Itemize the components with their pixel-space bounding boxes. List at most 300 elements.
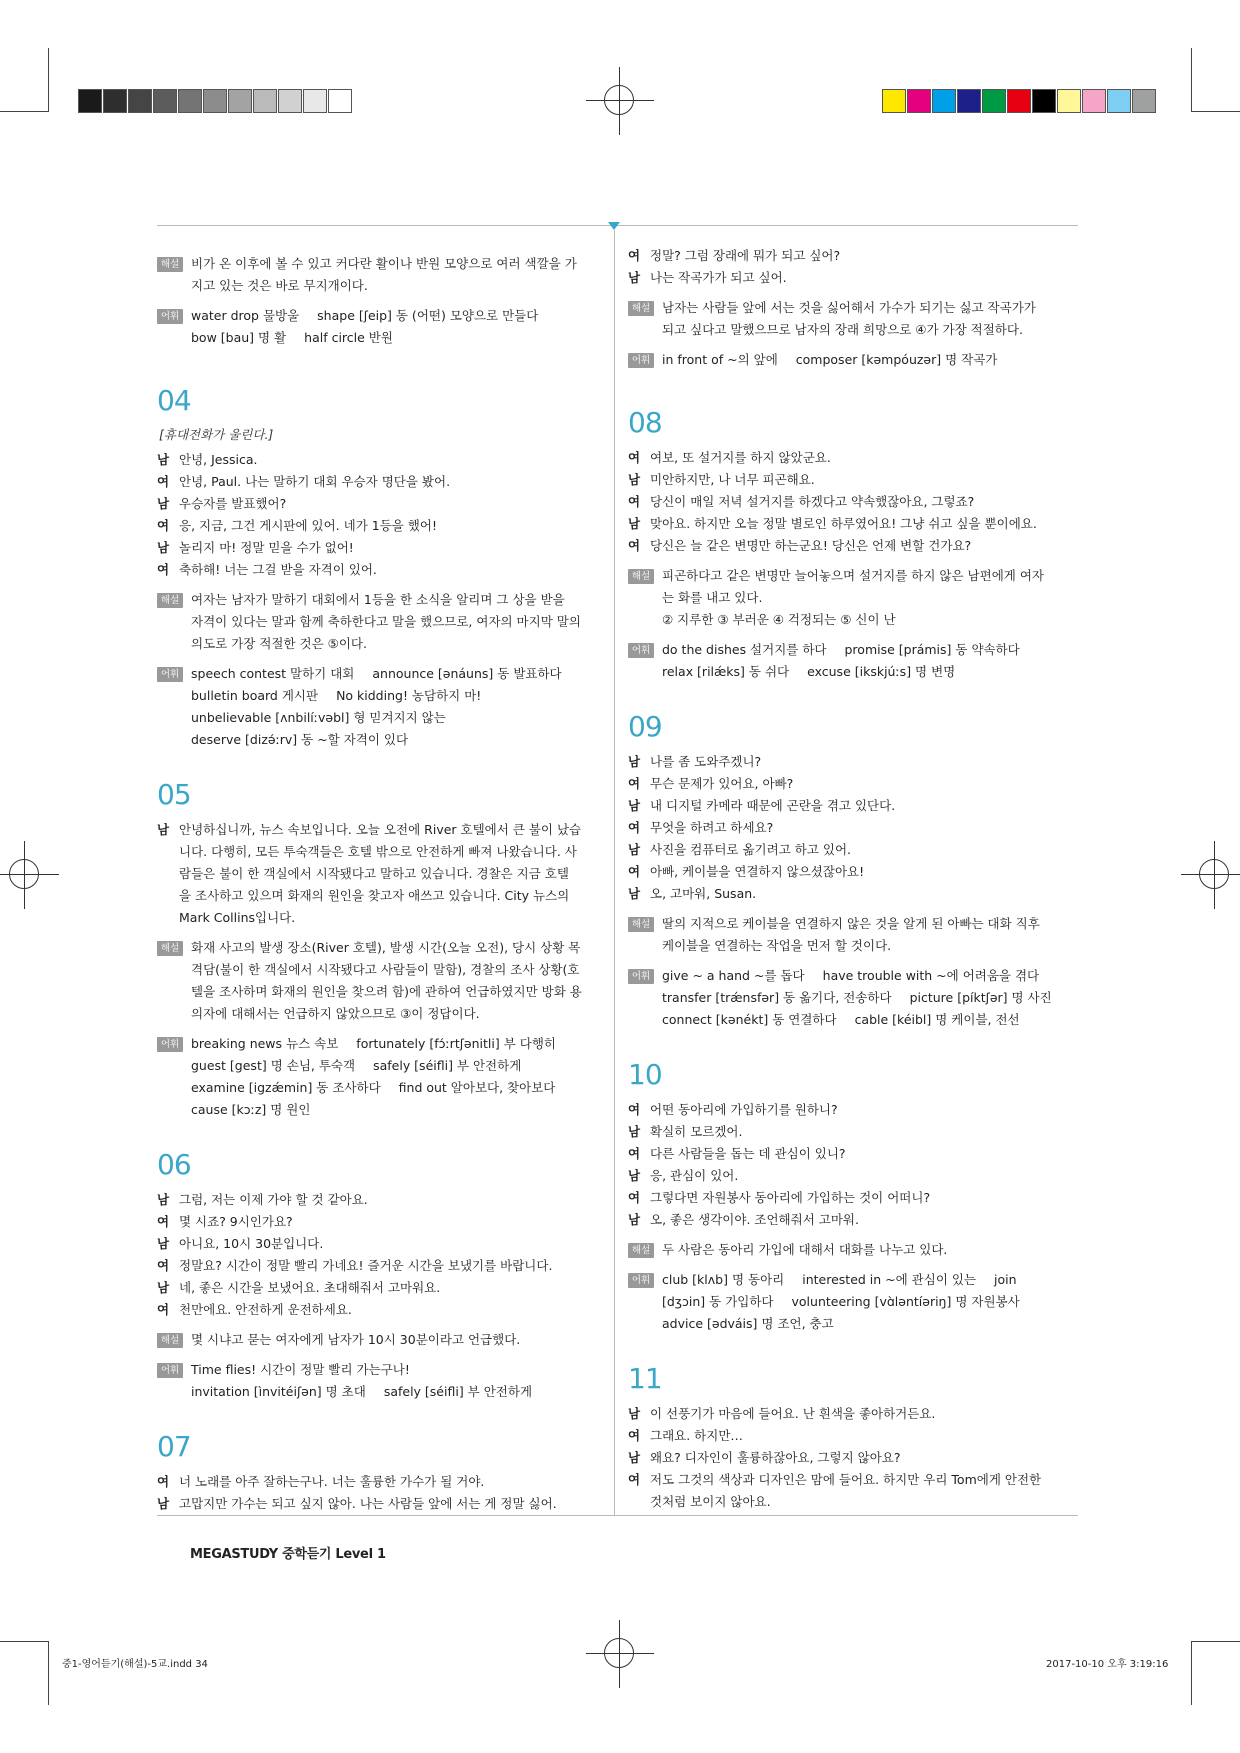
speaker-label: 여 (628, 538, 641, 553)
dialogue-line (157, 819, 600, 841)
vocabulary-item: advice [ədváis] 명 조언, 충고 (662, 1316, 834, 1331)
speaker-label: 남 (628, 270, 641, 285)
dialogue-line (628, 1209, 1076, 1231)
vocabulary-row (191, 729, 600, 751)
vocabulary-list (191, 663, 600, 751)
explanation-block (157, 253, 600, 297)
dialogue-line (628, 1403, 1076, 1425)
question-section (157, 1148, 600, 1403)
explanation-line: 는 화를 내고 있다. (662, 590, 763, 605)
dialogue-text: 그래요. 하지만… (650, 1428, 743, 1443)
vocabulary-block (157, 1033, 600, 1121)
registration-mark (1193, 853, 1237, 897)
speaker-label: 남 (628, 516, 641, 531)
explanation-text (191, 589, 600, 655)
vocabulary-item: safely [séifli] 부 안전하게 (383, 1384, 533, 1399)
explanation-line: 두 사람은 동아리 가입에 대해서 대화를 나누고 있다. (662, 1242, 948, 1257)
explanation-text (662, 913, 1076, 957)
dialogue-text: 오, 고마워, Susan. (650, 886, 757, 901)
vocabulary-item: unbelievable [ʌnbilíːvəbl] 형 믿겨지지 않는 (191, 710, 446, 725)
vocabulary-row (662, 1291, 1076, 1313)
vocabulary-row (191, 1381, 600, 1403)
vocabulary-item: promise [prámis] 동 약속하다 (844, 642, 1020, 657)
dialogue-text: 그렇다면 자원봉사 동아리에 가입하는 것이 어떠니? (650, 1190, 931, 1205)
vocabulary-block (157, 663, 600, 751)
vocabulary-list (662, 349, 1076, 371)
explanation-line: 화재 사고의 발생 장소(River 호텔), 발생 시간(오늘 오전), 당시 상황 목 (191, 940, 581, 955)
question-section (628, 710, 1076, 1031)
explanation-line: 자격이 있다는 말과 함께 축하한다고 말을 했으므로, 여자의 마지막 말의 (191, 614, 581, 629)
dialogue-line (628, 1447, 1076, 1469)
speaker-label: 여 (628, 1102, 641, 1117)
speaker-label: 여 (628, 820, 641, 835)
dialogue-line (628, 447, 1076, 469)
vocabulary-item: excuse [ikskjúːs] 명 변명 (807, 664, 956, 679)
dialogue-text: 확실히 모르겠어. (650, 1124, 743, 1139)
crop-mark (1192, 111, 1240, 112)
color-swatch (932, 89, 956, 113)
speaker-label: 여 (628, 776, 641, 791)
vocabulary-row (191, 1033, 600, 1055)
speaker-label: 남 (157, 1236, 170, 1251)
dialogue-line (157, 515, 600, 537)
vocabulary-row (662, 349, 1076, 371)
vocabulary-item: give ~ a hand ~를 돕다 (662, 968, 805, 983)
print-timestamp: 2017-10-10 오후 3:19:16 (1046, 1659, 1169, 1670)
explanation-text (191, 253, 600, 297)
dialogue-text: 정말요? 시간이 정말 빨리 가네요! 즐거운 시간을 보냈기를 바랍니다. (179, 1258, 553, 1273)
dialogue-text: 아빠, 케이블을 연결하지 않으셨잖아요! (650, 864, 865, 879)
speaker-label: 여 (628, 1428, 641, 1443)
vocabulary-list (662, 639, 1076, 683)
vocabulary-list (191, 1033, 600, 1121)
explanation-text (191, 1329, 600, 1351)
dialogue-line (628, 1099, 1076, 1121)
speaker-label: 남 (628, 1168, 641, 1183)
dialogue-text: 정말? 그럼 장래에 뭐가 되고 싶어? (650, 248, 841, 263)
speaker-label: 여 (628, 494, 641, 509)
speaker-label: 여 (157, 1214, 170, 1229)
vocabulary-item: picture [píktʃər] 명 사진 (909, 990, 1052, 1005)
explanation-line: 비가 온 이후에 볼 수 있고 커다란 활이나 반원 모양으로 여러 색깔을 가 (191, 256, 577, 271)
vocabulary-row (662, 639, 1076, 661)
speaker-label: 남 (628, 754, 641, 769)
color-swatch (1007, 89, 1031, 113)
dialogue-line (628, 795, 1076, 817)
explanation-line: 남자는 사람들 앞에 서는 것을 싫어해서 가수가 되기는 싫고 작곡가가 (662, 300, 1036, 315)
speaker-label: 여 (628, 1472, 641, 1487)
dialogue-text: 당신이 매일 저녁 설거지를 하겠다고 약속했잖아요, 그렇죠? (650, 494, 975, 509)
vocabulary-item: bulletin board 게시판 (191, 688, 319, 703)
question-number: 09 (628, 710, 662, 743)
vocabulary-item: announce [ənáuns] 동 발표하다 (372, 666, 562, 681)
dialogue-line (628, 839, 1076, 861)
dialogue-text: 람들은 불이 한 객실에서 시작됐다고 말하고 있습니다. 경찰은 지금 호텔 (179, 866, 569, 881)
vocabulary-block (628, 1269, 1076, 1335)
dialogue-text: 저도 그것의 색상과 디자인은 맘에 들어요. 하지만 우리 Tom에게 안전한 (650, 1472, 1042, 1487)
vocabulary-list (662, 965, 1076, 1031)
color-swatch (278, 89, 302, 113)
explanation-badge: 해설 (157, 257, 183, 272)
vocabulary-block (628, 639, 1076, 683)
dialogue-line (157, 1255, 600, 1277)
vocabulary-item: in front of ~의 앞에 (662, 352, 778, 367)
vocabulary-block (628, 349, 1076, 371)
speaker-label: 남 (628, 798, 641, 813)
dialogue-line (628, 491, 1076, 513)
dialogue-text: 내 디지털 카메라 때문에 곤란을 겪고 있단다. (650, 798, 896, 813)
speaker-label: 남 (157, 1496, 170, 1511)
dialogue-line (157, 907, 600, 929)
color-swatch (328, 89, 352, 113)
vocabulary-list (191, 305, 600, 349)
color-swatch (907, 89, 931, 113)
dialogue-line (157, 1471, 600, 1493)
speaker-label: 여 (628, 1146, 641, 1161)
explanation-line: 격담(불이 한 객실에서 시작됐다고 사람들이 말함), 경찰의 조사 상황(호 (191, 962, 580, 977)
right-column (628, 245, 1076, 1543)
file-slug: 중1-영어듣기(해설)-5교.indd 34 (62, 1659, 208, 1670)
dialogue-text: 미안하지만, 나 너무 피곤해요. (650, 472, 815, 487)
color-swatch (1082, 89, 1106, 113)
vocabulary-row (191, 663, 600, 685)
dialogue-text: 맞아요. 하지만 오늘 정말 별로인 하루였어요! 그냥 쉬고 싶을 뿐이에요. (650, 516, 1037, 531)
speaker-label: 여 (157, 1302, 170, 1317)
dialogue-line (628, 1491, 1076, 1513)
explanation-text (662, 297, 1076, 341)
dialogue-text: 응, 관심이 있어. (650, 1168, 739, 1183)
dialogue-text: 고맙지만 가수는 되고 싶지 않아. 나는 사람들 앞에 서는 게 정말 싫어. (179, 1496, 557, 1511)
vocabulary-row (191, 1077, 600, 1099)
dialogue-line (157, 1189, 600, 1211)
explanation-line: 딸의 지적으로 케이블을 연결하지 않은 것을 알게 된 아빠는 대화 직후 (662, 916, 1040, 931)
vocabulary-item: water drop 물방울 (191, 308, 300, 323)
crop-mark (48, 48, 49, 112)
dialogue-text: 어떤 동아리에 가입하기를 원하니? (650, 1102, 838, 1117)
dialogue-text: 이 선풍기가 마음에 들어요. 난 흰색을 좋아하거든요. (650, 1406, 936, 1421)
vocabulary-list (662, 1269, 1076, 1335)
vocabulary-badge: 어휘 (157, 1037, 183, 1052)
crop-mark (1191, 48, 1192, 112)
speaker-label: 남 (157, 496, 170, 511)
color-swatch (153, 89, 177, 113)
dialogue-text: 응, 지금, 그건 게시판에 있어. 네가 1등을 했어! (179, 518, 437, 533)
crop-mark (48, 1641, 49, 1705)
dialogue-text: Mark Collins입니다. (179, 910, 296, 925)
vocabulary-row (662, 1009, 1076, 1031)
explanation-badge: 해설 (628, 301, 654, 316)
vocabulary-item: connect [kənékt] 동 연결하다 (662, 1012, 837, 1027)
speaker-label: 남 (628, 842, 641, 857)
dialogue-line (157, 537, 600, 559)
stage-direction: [휴대전화가 울린다.] (159, 427, 274, 442)
vocabulary-item: No kidding! 농담하지 마! (336, 688, 482, 703)
dialogue-line (628, 1469, 1076, 1491)
vocabulary-item: shape [ʃeip] 동 (어떤) 모양으로 만들다 (317, 308, 539, 323)
explanation-line: 몇 시냐고 묻는 여자에게 남자가 10시 30분이라고 언급했다. (191, 1332, 521, 1347)
dialogue-text: 것처럼 보이지 않아요. (650, 1494, 771, 1509)
crop-mark (1191, 1641, 1192, 1705)
question-number: 06 (157, 1148, 191, 1181)
explanation-line: 텔을 조사하며 화재의 원인을 찾으려 함)에 관하여 언급하였지만 방화 용 (191, 984, 582, 999)
vocabulary-item: Time flies! 시간이 정말 빨리 가는구나! (191, 1362, 410, 1377)
vocabulary-badge: 어휘 (157, 309, 183, 324)
dialogue-text: 무엇을 하려고 하세요? (650, 820, 774, 835)
dialogue-text: 왜요? 디자인이 훌륭하잖아요, 그렇지 않아요? (650, 1450, 901, 1465)
explanation-badge: 해설 (157, 1333, 183, 1348)
dialogue-line (157, 471, 600, 493)
dialogue-line (628, 267, 1076, 289)
explanation-badge: 해설 (628, 917, 654, 932)
dialogue-text: 무슨 문제가 있어요, 아빠? (650, 776, 794, 791)
dialogue-text: 축하해! 너는 그걸 받을 자격이 있어. (179, 562, 377, 577)
color-swatch (203, 89, 227, 113)
vocabulary-item: guest [gest] 명 손님, 투숙객 (191, 1058, 356, 1073)
dialogue-text: 사진을 컴퓨터로 옮기려고 하고 있어. (650, 842, 851, 857)
speaker-label: 남 (157, 1192, 170, 1207)
speaker-label: 여 (628, 248, 641, 263)
explanation-block (628, 1239, 1076, 1261)
explanation-text (191, 937, 600, 1025)
vocabulary-item: do the dishes 설거지를 하다 (662, 642, 827, 657)
dialogue-text: 그럼, 저는 이제 가야 할 것 같아요. (179, 1192, 368, 1207)
explanation-text (662, 565, 1076, 631)
color-swatch (1057, 89, 1081, 113)
question-section (157, 384, 600, 751)
crop-mark (0, 1641, 48, 1642)
vocabulary-item: deserve [dizə́ːrv] 동 ~할 자격이 있다 (191, 732, 409, 747)
explanation-line: 피곤하다고 같은 변명만 늘어놓으며 설거지를 하지 않은 남편에게 여자 (662, 568, 1044, 583)
column-divider (614, 230, 615, 1515)
vocabulary-row (191, 1099, 600, 1121)
explanation-block (628, 297, 1076, 341)
vocabulary-row (191, 327, 600, 349)
dialogue-line (628, 469, 1076, 491)
dialogue-line (628, 861, 1076, 883)
color-swatch (1132, 89, 1156, 113)
vocabulary-row (662, 1313, 1076, 1335)
vocabulary-item: composer [kəmpóuzər] 명 작곡가 (795, 352, 998, 367)
explanation-line: 케이블을 연결하는 작업을 먼저 할 것이다. (662, 938, 892, 953)
speaker-label (157, 863, 179, 885)
vocabulary-item: volunteering [vɑ̀ləntíəriŋ] 명 자원봉사 (791, 1294, 1020, 1309)
dialogue-line (628, 883, 1076, 905)
vocabulary-block (628, 965, 1076, 1031)
vocabulary-item: examine [igzǽmin] 동 조사하다 (191, 1080, 381, 1095)
explanation-block (157, 937, 600, 1025)
crop-mark (0, 111, 48, 112)
explanation-line: 의자에 대해서는 언급하지 않았으므로 ③이 정답이다. (191, 1006, 480, 1021)
speaker-label (157, 841, 179, 863)
speaker-label: 여 (157, 1474, 170, 1489)
vocabulary-badge: 어휘 (628, 643, 654, 658)
vocabulary-list (191, 1359, 600, 1403)
question-section (628, 1362, 1076, 1513)
speaker-label: 남 (157, 452, 170, 467)
dialogue-text: 놀리지 마! 정말 믿을 수가 없어! (179, 540, 354, 555)
explanation-line: 여자는 남자가 말하기 대회에서 1등을 한 소식을 알리며 그 상을 받을 (191, 592, 565, 607)
explanation-block (628, 913, 1076, 957)
dialogue-line (628, 513, 1076, 535)
vocabulary-item: half circle 반원 (304, 330, 393, 345)
vocabulary-row (662, 965, 1076, 987)
question-number: 05 (157, 778, 191, 811)
vocabulary-item: club [klʌb] 명 동아리 (662, 1272, 785, 1287)
dialogue-text: 아니요, 10시 30분입니다. (179, 1236, 324, 1251)
question-section (157, 778, 600, 1121)
speaker-label: 남 (157, 540, 170, 555)
dialogue-text: 니다. 다행히, 모든 투숙객들은 호텔 밖으로 안전하게 빠져 나왔습니다. 사 (179, 844, 577, 859)
vocabulary-row (191, 707, 600, 729)
dialogue-line (628, 535, 1076, 557)
vocabulary-item: bow [bau] 명 활 (191, 330, 287, 345)
dialogue-text: 네, 좋은 시간을 보냈어요. 초대해줘서 고마워요. (179, 1280, 441, 1295)
registration-mark (598, 79, 642, 123)
question-number: 04 (157, 384, 191, 417)
registration-mark (598, 1632, 642, 1676)
dialogue-line (157, 1233, 600, 1255)
center-marker-icon (608, 222, 620, 230)
dialogue-text: 여보, 또 설거지를 하지 않았군요. (650, 450, 831, 465)
vocabulary-row (662, 1269, 1076, 1291)
explanation-line: 되고 싶다고 말했으므로 남자의 장래 희망으로 ④가 가장 적절하다. (662, 322, 1023, 337)
vocabulary-item: cable [kéibl] 명 케이블, 전선 (854, 1012, 1020, 1027)
dialogue-text: 천만에요. 안전하게 운전하세요. (179, 1302, 352, 1317)
color-swatch (303, 89, 327, 113)
dialogue-text: 너 노래를 아주 잘하는구나. 너는 훌륭한 가수가 될 거야. (179, 1474, 485, 1489)
dialogue-text: 나는 작곡가가 되고 싶어. (650, 270, 787, 285)
speaker-label (628, 1491, 650, 1513)
speaker-label: 여 (628, 1190, 641, 1205)
dialogue-line (157, 493, 600, 515)
vocabulary-badge: 어휘 (157, 1363, 183, 1378)
vocabulary-row (191, 1055, 600, 1077)
question-number: 10 (628, 1058, 662, 1091)
explanation-block (628, 565, 1076, 631)
dialogue-line (157, 1299, 600, 1321)
dialogue-line (628, 245, 1076, 267)
dialogue-text: 다른 사람들을 돕는 데 관심이 있니? (650, 1146, 846, 1161)
explanation-badge: 해설 (157, 593, 183, 608)
vocabulary-item: safely [séifli] 부 안전하게 (373, 1058, 522, 1073)
vocabulary-row (191, 685, 600, 707)
dialogue-line (157, 449, 600, 471)
color-swatch (882, 89, 906, 113)
dialogue-text: 몇 시죠? 9시인가요? (179, 1214, 293, 1229)
question-section (628, 1058, 1076, 1335)
explanation-line: ② 지루한 ③ 부러운 ④ 걱정되는 ⑤ 신이 난 (662, 612, 896, 627)
dialogue-text: 안녕, Jessica. (179, 452, 258, 467)
vocabulary-badge: 어휘 (628, 969, 654, 984)
dialogue-text: 오, 좋은 생각이야. 조언해줘서 고마워. (650, 1212, 859, 1227)
dialogue-text: 을 조사하고 있으며 화재의 원인을 찾고자 애쓰고 있습니다. City 뉴스의 (179, 888, 570, 903)
color-swatch (1032, 89, 1056, 113)
color-swatch (982, 89, 1006, 113)
question-section (157, 1430, 600, 1515)
dialogue-text: 나를 좀 도와주겠니? (650, 754, 762, 769)
color-swatch (957, 89, 981, 113)
dialogue-line (157, 863, 600, 885)
color-swatch (1107, 89, 1131, 113)
speaker-label: 남 (157, 1280, 170, 1295)
explanation-block (157, 1329, 600, 1351)
explanation-block (157, 589, 600, 655)
vocabulary-badge: 어휘 (628, 353, 654, 368)
vocabulary-row (662, 661, 1076, 683)
dialogue-line (628, 1187, 1076, 1209)
speaker-label: 남 (628, 886, 641, 901)
dialogue-line (157, 885, 600, 907)
dialogue-line (157, 1493, 600, 1515)
speaker-label: 남 (157, 822, 170, 837)
speaker-label: 남 (628, 1124, 641, 1139)
speaker-label: 여 (628, 864, 641, 879)
explanation-badge: 해설 (628, 569, 654, 584)
dialogue-line (628, 1143, 1076, 1165)
question-number: 07 (157, 1430, 191, 1463)
dialogue-line (157, 1211, 600, 1233)
vocabulary-item: transfer [trǽnsfər] 동 옮기다, 전송하다 (662, 990, 892, 1005)
dialogue-line (628, 773, 1076, 795)
explanation-badge: 해설 (628, 1243, 654, 1258)
speaker-label: 여 (157, 562, 170, 577)
vocabulary-block (157, 305, 600, 349)
vocabulary-row (191, 1359, 600, 1381)
question-section (628, 245, 1076, 371)
vocabulary-row (191, 305, 600, 327)
registration-mark (3, 853, 47, 897)
vocabulary-item: [dʒɔin] 동 가입하다 (662, 1294, 774, 1309)
speaker-label: 남 (628, 472, 641, 487)
dialogue-line (157, 841, 600, 863)
explanation-line: 지고 있는 것은 바로 무지개이다. (191, 278, 368, 293)
dialogue-text: 안녕하십니까, 뉴스 속보입니다. 오늘 오전에 River 호텔에서 큰 불이 났습 (179, 822, 582, 837)
speaker-label: 여 (628, 450, 641, 465)
speaker-label: 남 (628, 1450, 641, 1465)
running-footer: MEGASTUDY 중학듣기 Level 1 (190, 1547, 386, 1562)
explanation-line: 의도로 가장 적절한 것은 ⑤이다. (191, 636, 367, 651)
speaker-label: 남 (628, 1406, 641, 1421)
crop-mark (1192, 1641, 1240, 1642)
dialogue-line (628, 1165, 1076, 1187)
left-column (157, 245, 600, 1545)
dialogue-text: 안녕, Paul. 나는 말하기 대회 우승자 명단을 봤어. (179, 474, 451, 489)
color-swatch (253, 89, 277, 113)
vocabulary-item: find out 알아보다, 찾아보다 (398, 1080, 556, 1095)
question-number: 08 (628, 406, 662, 439)
dialogue-line (628, 1121, 1076, 1143)
dialogue-line (628, 1425, 1076, 1447)
dialogue-line (628, 817, 1076, 839)
explanation-text (662, 1239, 1076, 1261)
color-swatch (78, 89, 102, 113)
vocabulary-item: relax [rilǽks] 동 쉬다 (662, 664, 790, 679)
speaker-label: 여 (157, 518, 170, 533)
vocabulary-item: breaking news 뉴스 속보 (191, 1036, 339, 1051)
dialogue-line (628, 751, 1076, 773)
question-number: 11 (628, 1362, 662, 1395)
vocabulary-badge: 어휘 (628, 1273, 654, 1288)
speaker-label: 여 (157, 1258, 170, 1273)
color-swatch (228, 89, 252, 113)
speaker-label: 여 (157, 474, 170, 489)
color-swatch (103, 89, 127, 113)
vocabulary-item: cause [kɔːz] 명 원인 (191, 1102, 311, 1117)
question-section (628, 406, 1076, 683)
vocabulary-badge: 어휘 (157, 667, 183, 682)
vocabulary-row (662, 987, 1076, 1009)
color-swatch (128, 89, 152, 113)
